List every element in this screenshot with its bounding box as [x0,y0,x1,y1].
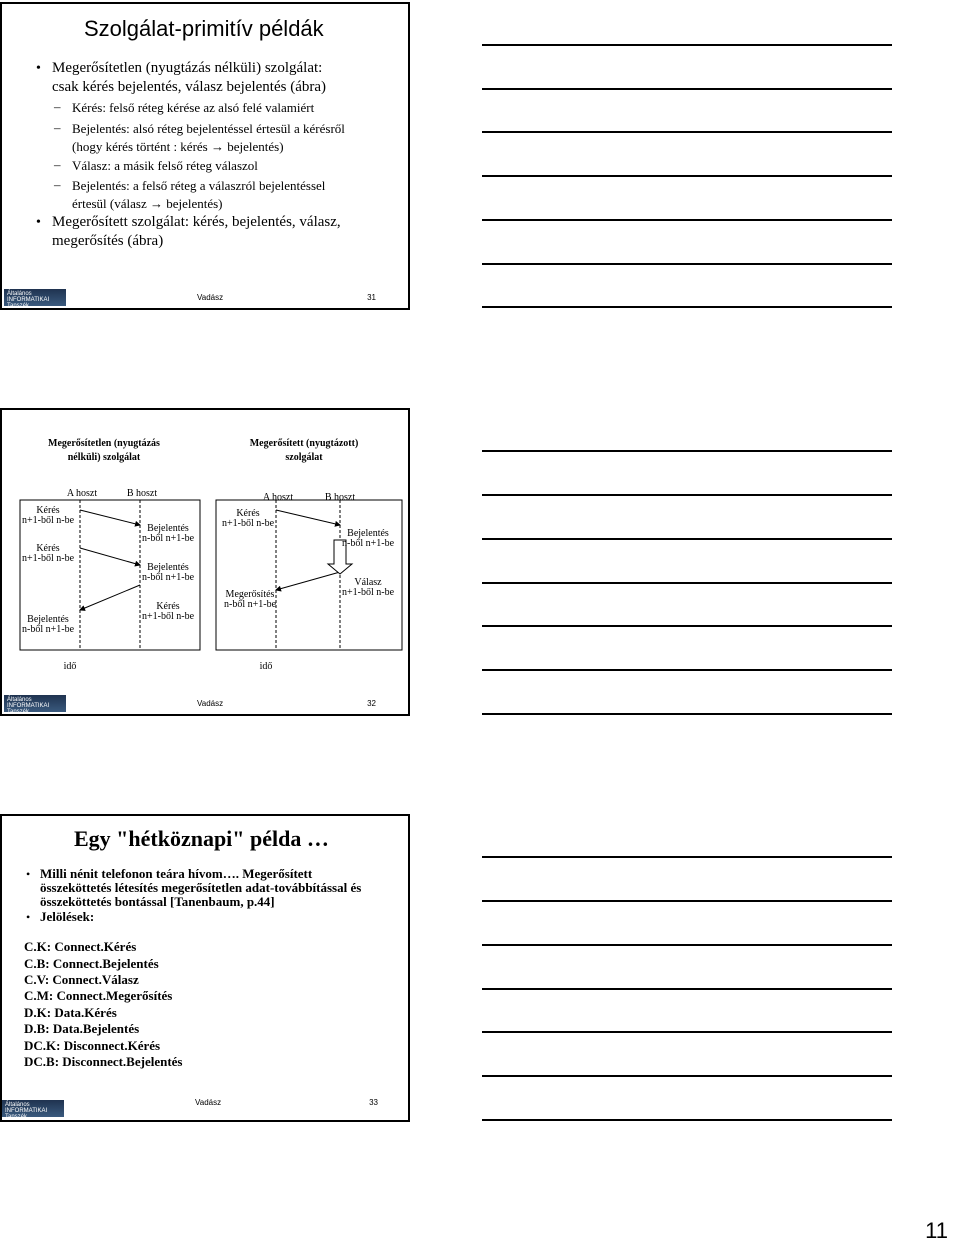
notes-line [482,1031,892,1033]
sub-bullet-text: Bejelentés: a felső réteg a válaszról bejelentéssel [72,178,326,193]
left-diagram-title: Megerősítetlen (nyugtázás [48,438,160,449]
abbreviation-item: C.V: Connect.Válasz [24,972,139,987]
bullet-text: Jelölések: [40,909,95,924]
abbreviation-item: D.B: Data.Bejelentés [24,1021,140,1036]
bullet-marker: • [36,61,41,76]
bullet-text: csak kérés bejelentés, válasz bejelentés (ábra) [52,79,327,95]
notes-line [482,306,892,308]
notes-line [482,175,892,177]
message-arrow [80,510,140,525]
footer-author: Vadász [195,1098,222,1107]
b-host-label: B hoszt [126,488,158,499]
bullet-text: Megerősítetlen (nyugtázás nélküli) szolgálat: [52,60,323,76]
notes-line [482,44,892,46]
service-primitive-diagram [2,410,408,694]
notes-line [482,900,892,902]
bullet-text: összeköttetés létesítés megerősítetlen adat-továbbítással és [40,880,362,895]
svg-text:n+1-ből n-be: n+1-ből n-be [341,587,395,598]
footer-page-number: 31 [367,293,376,302]
bullet-text: összeköttetés bontással [Tanenbaum, p.44] [40,894,275,909]
a-host-label: A hoszt [66,488,98,499]
notes-line [482,450,892,452]
svg-text:n-ből n+1-be: n-ből n+1-be [223,599,277,610]
right-diagram-title: Megerősített (nyugtázott) [249,438,359,449]
abbreviation-item: DC.B: Disconnect.Bejelentés [24,1054,183,1069]
notes-line [482,219,892,221]
notes-line [482,713,892,715]
message-arrow [80,548,140,565]
svg-text:n+1-ből n-be: n+1-ből n-be [141,611,195,622]
notes-line [482,88,892,90]
abbreviation-item: C.K: Connect.Kérés [24,939,137,954]
bullet-marker: • [26,910,31,924]
abbreviation-item: DC.K: Disconnect.Kérés [24,1038,161,1053]
dash-marker: – [54,157,61,172]
sub-bullet-text: Válasz: a másik felső réteg válaszol [72,158,258,173]
slide-title: Egy "hétköznapi" példa … [74,826,329,851]
svg-text:Kérés: Kérés [36,543,60,554]
message-arrow [80,585,140,610]
svg-text:Kérés: Kérés [236,508,260,519]
notes-line [482,944,892,946]
notes-line [482,1075,892,1077]
bullet-text: Milli nénit telefonon teára hívom…. Megerősített [40,866,313,881]
department-logo: Általános INFORMATIKAI Tanszék [4,289,66,306]
abbreviation-item: D.K: Data.Kérés [24,1005,117,1020]
notes-line [482,988,892,990]
svg-text:Bejelentés: Bejelentés [147,562,189,573]
svg-text:Válasz: Válasz [354,577,382,588]
slide-32 [0,408,410,716]
svg-text:Kérés: Kérés [156,601,180,612]
department-logo: Általános INFORMATIKAI Tanszék [2,1100,64,1117]
bullet-text: Megerősített szolgálat: kérés, bejelentés, válasz, [52,214,341,230]
svg-text:Kérés: Kérés [36,505,60,516]
time-label: idő [63,661,77,672]
slide-title: Szolgálat-primitív példák [84,16,324,41]
svg-text:Bejelentés: Bejelentés [27,614,69,625]
message-arrow [276,510,340,525]
message-arrow [276,572,340,590]
notes-line [482,538,892,540]
svg-text:Bejelentés: Bejelentés [347,528,389,539]
notes-line [482,494,892,496]
bullet-marker: • [26,867,31,881]
dash-marker: – [54,99,61,114]
bullet-marker: • [36,215,41,230]
footer-page-number: 32 [367,699,376,708]
right-diagram-title: szolgálat [285,452,323,463]
footer-author: Vadász [197,699,224,708]
svg-text:n-ből n+1-be: n-ből n+1-be [21,624,75,635]
dash-marker: – [54,120,61,135]
footer-author: Vadász [197,293,224,302]
a-host-label: A hoszt [262,492,294,503]
notes-line [482,263,892,265]
dash-marker: – [54,177,61,192]
sub-bullet-text: (hogy kérés történt : kérés → bejelentés) [72,139,284,154]
sub-bullet-text: Bejelentés: alsó réteg bejelentéssel értesül a kérésről [72,121,345,136]
notes-line [482,131,892,133]
left-diagram-title: nélküli) szolgálat [67,452,141,463]
notes-line [482,669,892,671]
b-host-label: B hoszt [324,492,356,503]
abbreviation-item: C.B: Connect.Bejelentés [24,956,159,971]
svg-text:n-ből n+1-be: n-ből n+1-be [141,533,195,544]
department-logo: Általános INFORMATIKAI Tanszék [4,695,66,712]
abbreviation-item: C.M: Connect.Megerősítés [24,988,173,1003]
slide-footer [2,286,408,308]
notes-line [482,856,892,858]
slide-31 [0,2,410,310]
slide-footer [0,1098,410,1120]
bullet-text: megerősítés (ábra) [52,233,164,249]
svg-text:n+1-ből n-be: n+1-ből n-be [221,518,275,529]
slide-footer [2,692,408,714]
svg-text:Megerősítés: Megerősítés [225,589,275,600]
time-label: idő [259,661,273,672]
notes-line [482,582,892,584]
sub-bullet-text: Kérés: felső réteg kérése az alsó felé valamiért [72,100,315,115]
sub-bullet-text: értesül (válasz → bejelentés) [72,196,223,211]
svg-text:n+1-ből n-be: n+1-ből n-be [21,515,75,526]
svg-text:Bejelentés: Bejelentés [147,523,189,534]
footer-page-number: 33 [369,1098,378,1107]
sheet-page-number: 11 [925,1218,948,1243]
notes-line [482,625,892,627]
svg-text:n-ből n+1-be: n-ből n+1-be [341,538,395,549]
svg-text:n+1-ből n-be: n+1-ből n-be [21,553,75,564]
svg-text:n-ből n+1-be: n-ből n+1-be [141,572,195,583]
notes-line [482,1119,892,1121]
